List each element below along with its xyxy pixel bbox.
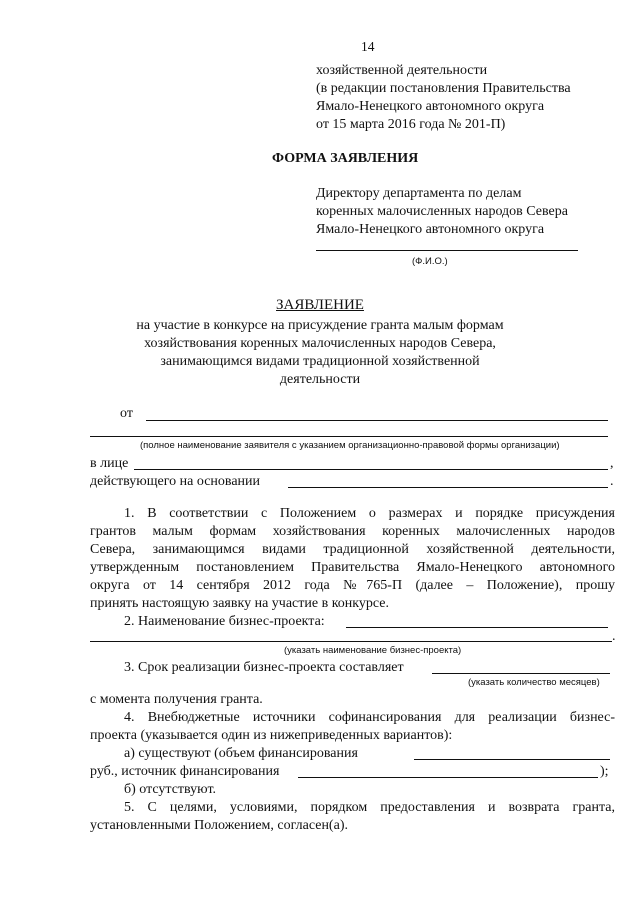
p4-line-2: проекта (указывается один из нижеприведенных вариантов): (90, 728, 453, 743)
person-label: в лице (90, 456, 129, 471)
fio-caption: (Ф.И.О.) (412, 256, 448, 267)
statement-subtitle-2: хозяйствования коренных малочисленных народов Севера, (144, 336, 496, 351)
header-line-3: Ямало-Ненецкого автономного округа (316, 99, 545, 114)
from-field[interactable] (146, 420, 608, 421)
p2-field-line-2[interactable] (90, 641, 612, 642)
p1-line-2: грантов малым формам хозяйствования коренных малочисленных народов (90, 524, 615, 539)
p5-line-1: 5. С целями, условиями, порядком предоставления и возврата гранта, (124, 800, 615, 815)
header-line-2: (в редакции постановления Правительства (316, 81, 571, 96)
p4a-source-field[interactable] (298, 777, 598, 778)
p2-label: 2. Наименование бизнес-проекта: (124, 614, 325, 629)
p4b: б) отсутствуют. (124, 782, 217, 797)
p5-line-2: установленными Положением, согласен(а). (90, 818, 348, 833)
basis-end: . (610, 474, 614, 489)
person-field[interactable] (134, 469, 608, 470)
p3-caption: (указать количество месяцев) (468, 677, 600, 688)
fio-field[interactable] (316, 250, 578, 251)
p1-line-5: округа от 14 сентября 2012 года №765-П (далее – Положение), прошу (90, 578, 615, 593)
from-caption: (полное наименование заявителя с указанием организационно-правовой формы организации) (140, 440, 560, 451)
addressee-line-1: Директору департамента по делам (316, 186, 522, 201)
p1-line-1: 1. В соответствии с Положением о размерах и порядке присуждения (124, 506, 615, 521)
p1-line-3: Севера, занимающимся видами традиционной хозяйственной деятельности, (90, 542, 615, 557)
statement-subtitle-1: на участие в конкурсе на присуждение гранта малым формам (136, 318, 504, 333)
statement-title: ЗАЯВЛЕНИЕ (276, 297, 364, 313)
form-title: ФОРМА ЗАЯВЛЕНИЯ (272, 151, 419, 166)
p4a-rub: руб., источник финансирования (90, 764, 280, 779)
p3-label: 3. Срок реализации бизнес-проекта составляет (124, 660, 404, 675)
statement-subtitle-3: занимающимся видами традиционной хозяйственной (160, 354, 480, 369)
p3-after: с момента получения гранта. (90, 692, 263, 707)
header-line-4: от 15 марта 2016 года № 201-П) (316, 117, 506, 132)
basis-label: действующего на основании (90, 474, 261, 489)
p4a-label: а) существуют (объем финансирования (124, 746, 358, 761)
p2-end: . (612, 629, 616, 644)
addressee-line-2: коренных малочисленных народов Севера (316, 204, 568, 219)
person-end: , (610, 456, 614, 471)
header-line-1: хозяйственной деятельности (316, 63, 488, 78)
p4a-end: ); (600, 764, 609, 779)
addressee-line-3: Ямало-Ненецкого автономного округа (316, 222, 545, 237)
from-field-line-2[interactable] (90, 436, 608, 437)
p4-line-1: 4. Внебюджетные источники софинансирования для реализации бизнес- (124, 710, 615, 725)
basis-field[interactable] (288, 487, 608, 488)
p4a-amount-field[interactable] (414, 759, 610, 760)
p2-field[interactable] (346, 627, 608, 628)
from-label: от (120, 406, 133, 421)
statement-subtitle-4: деятельности (279, 372, 361, 387)
p3-field[interactable] (432, 673, 610, 674)
page-number: 14 (361, 39, 375, 54)
p2-caption: (указать наименование бизнес-проекта) (284, 645, 462, 656)
p1-line-4: утвержденным постановлением Правительства Ямало-Ненецкого автономного (90, 560, 615, 575)
p1-last-line: принять настоящую заявку на участие в конкурсе. (90, 596, 389, 611)
